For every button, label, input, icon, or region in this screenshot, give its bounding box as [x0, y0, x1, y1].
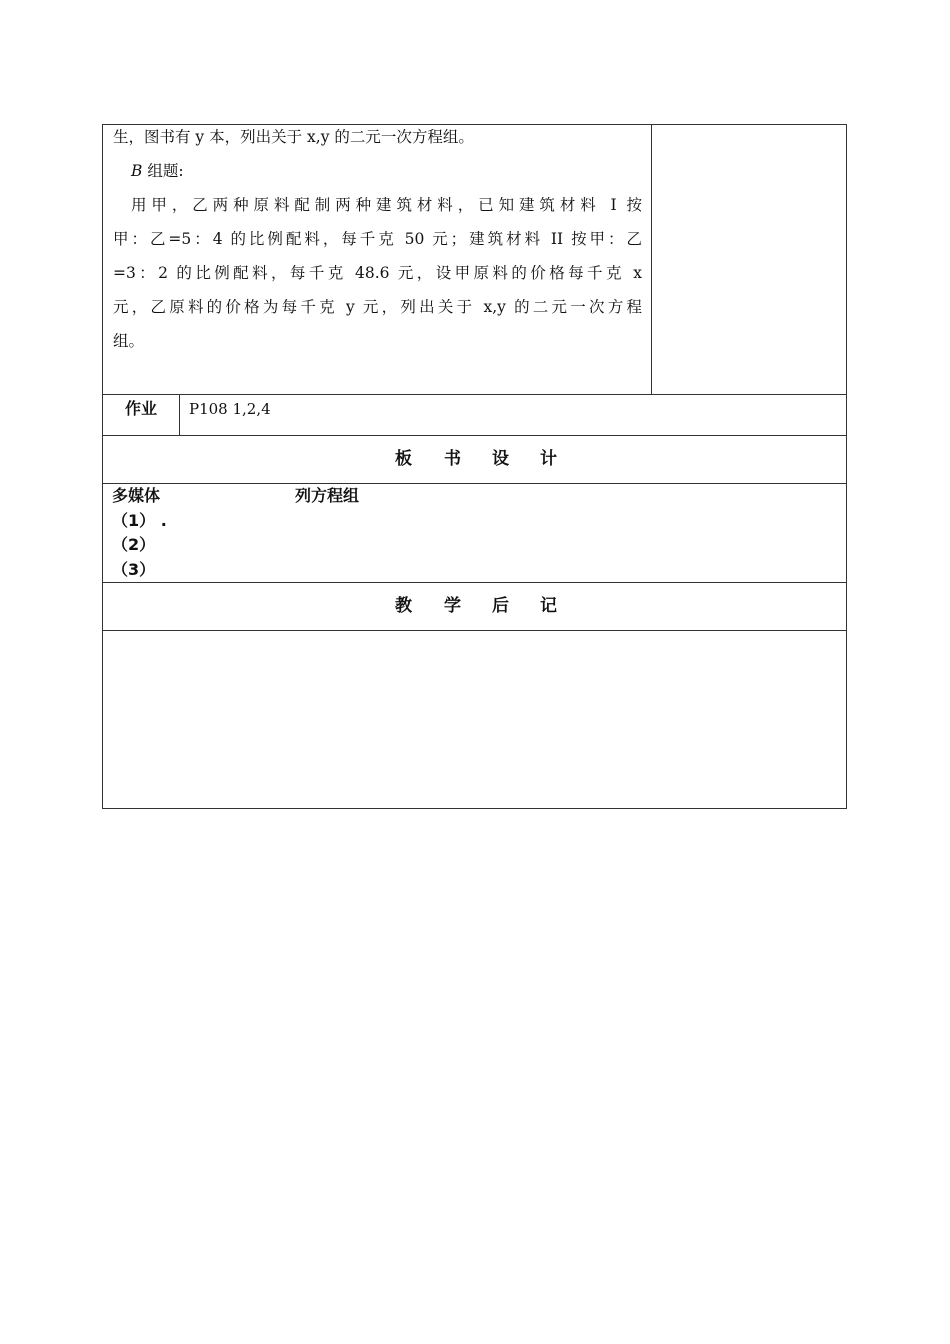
reflection-header	[103, 583, 846, 631]
reflection-char-1: 教	[395, 596, 412, 616]
lesson-table	[102, 124, 847, 809]
problem-b-line-5: 组。	[113, 332, 145, 350]
reflection-char-2: 学	[444, 596, 461, 616]
board-design-char-1: 板	[395, 449, 412, 469]
reflection-char-4: 记	[540, 596, 557, 616]
problem-b-line-3: =3：2 的比例配料，每千克 48.6 元，设甲原料的价格每千克 x	[113, 264, 642, 282]
board-item-3: （3）	[112, 560, 156, 579]
problem-a-line: 生，图书有 y 本，列出关于 x,y 的二元一次方程组。	[113, 128, 474, 146]
reflection-content-row	[103, 631, 846, 808]
multimedia-label: 多媒体	[112, 486, 161, 505]
homework-row	[103, 395, 846, 436]
board-design-header	[103, 436, 846, 484]
group-b-title-text: 组题:	[142, 162, 184, 180]
board-center-title: 列方程组	[295, 486, 360, 505]
problems-cell	[103, 125, 652, 394]
problem-b-line-1: 用甲，乙两种原料配制两种建筑材料，已知建筑材料 I 按	[131, 196, 642, 214]
board-design-char-4: 计	[540, 449, 557, 469]
board-content-row	[103, 484, 846, 583]
group-b-title: B 组题:	[131, 162, 184, 180]
homework-label: 作业	[103, 395, 180, 435]
board-item-1: （1） .	[112, 511, 167, 530]
board-design-char-3: 设	[492, 449, 509, 469]
problems-row	[103, 125, 846, 395]
reflection-char-3: 后	[492, 596, 509, 616]
board-item-2: （2）	[112, 535, 156, 554]
problem-b-line-2: 甲：乙=5：4 的比例配料，每千克 50 元；建筑材料 II 按甲：乙	[113, 230, 642, 248]
problem-b-line-4: 元，乙原料的价格为每千克 y 元，列出关于 x,y 的二元一次方程	[113, 298, 642, 316]
board-design-char-2: 书	[444, 449, 461, 469]
homework-value: P108 1,2,4	[189, 400, 271, 418]
